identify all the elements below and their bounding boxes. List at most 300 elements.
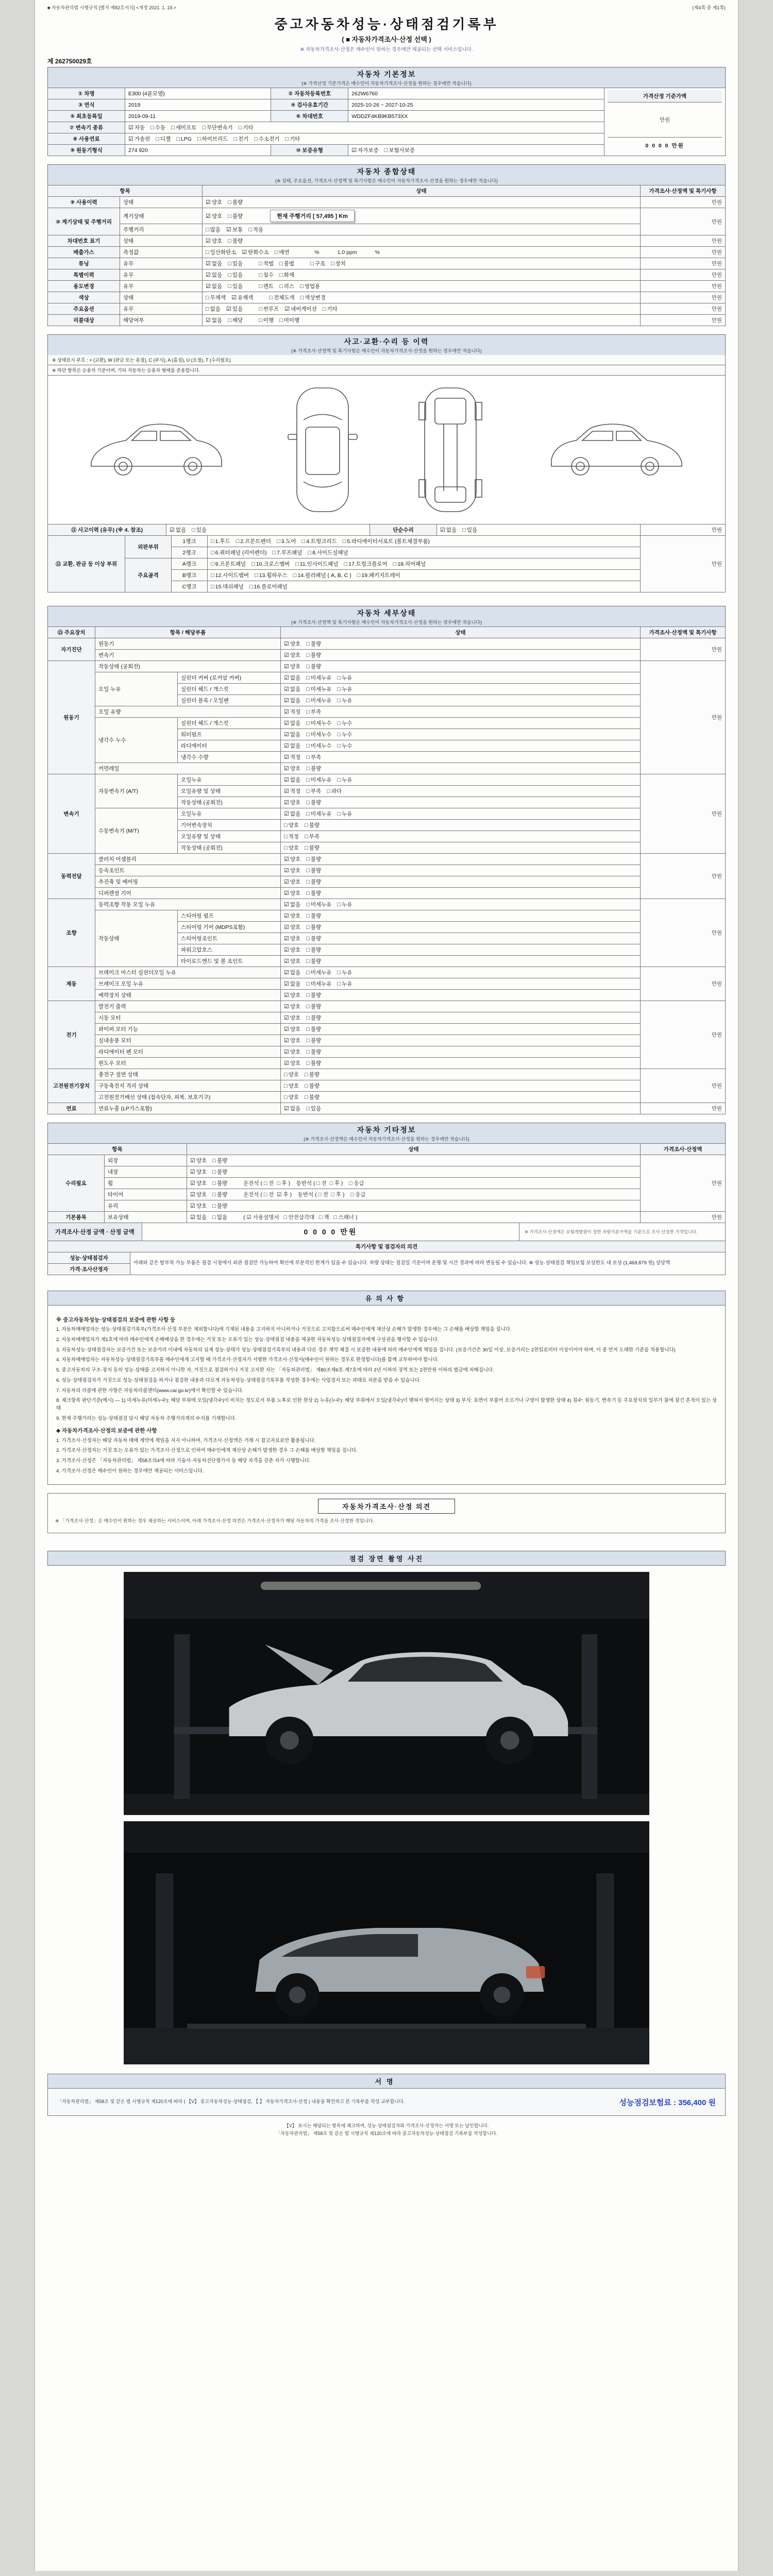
valuation-opinion-box	[47, 1493, 726, 1534]
checkbox-option[interactable]	[306, 685, 331, 693]
checkbox-option[interactable]	[306, 980, 331, 988]
checkbox-option[interactable]	[305, 821, 320, 829]
checkbox-option[interactable]	[284, 810, 300, 818]
detail-price-cell: 만원	[641, 638, 726, 661]
checkbox-label: 양호	[288, 845, 299, 851]
checkbox-option[interactable]	[197, 135, 228, 143]
detail-state-cell	[281, 672, 641, 684]
checkbox-option[interactable]	[206, 316, 222, 324]
checkbox-unchecked-icon: □	[306, 675, 310, 681]
detail-state-cell	[281, 990, 641, 1001]
checkbox-checked-icon: ☑	[284, 754, 289, 760]
checkbox-option[interactable]	[337, 674, 352, 682]
checkbox-unchecked-icon: □	[306, 1004, 310, 1010]
checkbox-option[interactable]	[295, 560, 338, 568]
checkbox-option[interactable]	[284, 1059, 300, 1067]
checkbox-option[interactable]	[279, 282, 294, 290]
checkbox-option[interactable]	[344, 560, 387, 568]
checkbox-option[interactable]	[306, 855, 321, 863]
checkbox-option[interactable]	[306, 912, 321, 920]
other-price-cell: 만원	[641, 1212, 726, 1223]
detail-condition-row	[48, 1001, 726, 1012]
checkbox-option[interactable]	[284, 969, 300, 976]
checkbox-option[interactable]	[284, 731, 300, 738]
checkbox-label: 양호	[290, 958, 301, 964]
checkbox-option[interactable]	[284, 787, 300, 795]
checkbox-option[interactable]	[202, 124, 232, 131]
checkbox-option[interactable]	[284, 305, 317, 313]
checkbox-unchecked-icon: □	[295, 561, 299, 567]
checkbox-label: 불량	[310, 652, 322, 658]
checkbox-unchecked-icon: □	[327, 788, 330, 794]
checkbox-option[interactable]	[284, 946, 300, 954]
checkbox-checked-icon: ☑	[226, 227, 231, 233]
car-diagram-underbody-view	[412, 383, 489, 517]
checkbox-option[interactable]	[190, 1168, 207, 1176]
checkbox-unchecked-icon: □	[337, 675, 341, 681]
checkbox-option[interactable]	[284, 697, 300, 704]
detail-part-label: 스티어링조인트	[178, 933, 281, 944]
checkbox-option[interactable]	[284, 674, 300, 682]
checkbox-option[interactable]	[228, 260, 243, 267]
checkbox-option[interactable]	[284, 1025, 300, 1033]
price-reference-cell	[604, 88, 726, 156]
detail-item-label: 추진축 및 베어링	[95, 876, 281, 888]
checkbox-option[interactable]	[251, 560, 290, 568]
checkbox-option[interactable]	[306, 708, 321, 716]
checkbox-option[interactable]	[300, 282, 320, 290]
checkbox-option[interactable]	[211, 560, 246, 568]
checkbox-option[interactable]	[284, 991, 300, 999]
checkbox-unchecked-icon: □	[306, 947, 310, 953]
checkbox-label: 세미오토	[175, 125, 197, 131]
checkbox-label: 16.플로어패널	[254, 584, 288, 590]
checkbox-label: 9.프론트패널	[215, 561, 246, 567]
checkbox-option[interactable]	[284, 742, 300, 750]
label-reg-no: ② 자동차등록번호	[271, 88, 348, 99]
checkbox-checked-icon: ☑	[284, 902, 289, 908]
checkbox-option[interactable]	[306, 946, 321, 954]
detail-state-cell	[281, 1080, 641, 1092]
checkbox-option[interactable]	[306, 957, 321, 965]
checkbox-option[interactable]	[228, 316, 243, 324]
checkbox-unchecked-icon: □	[254, 572, 258, 579]
checkbox-option[interactable]	[228, 271, 243, 279]
checkbox-option[interactable]	[337, 810, 352, 818]
other-info-row	[48, 1200, 726, 1212]
checkbox-option[interactable]	[284, 776, 300, 784]
checkbox-option[interactable]	[284, 1105, 300, 1112]
checkbox-label: 없음	[290, 902, 301, 908]
checkbox-option[interactable]	[171, 124, 196, 131]
checkbox-option[interactable]	[393, 560, 426, 568]
checkbox-option[interactable]	[254, 135, 279, 143]
checkbox-option[interactable]	[259, 260, 274, 267]
checkbox-option[interactable]	[279, 260, 294, 267]
checkbox-checked-icon: ☑	[170, 527, 175, 533]
checkbox-option[interactable]	[310, 260, 325, 267]
checkbox-option[interactable]	[242, 248, 268, 256]
checkbox-option[interactable]	[206, 260, 222, 267]
checkbox-option[interactable]	[233, 135, 248, 143]
checkbox-option[interactable]	[212, 1191, 227, 1198]
checkbox-label: 화재	[283, 272, 295, 278]
label-inspection-period: ④ 검사유효기간	[271, 99, 348, 111]
checkbox-option[interactable]	[306, 1037, 321, 1044]
checkbox-option[interactable]	[306, 1003, 321, 1010]
checkbox-option[interactable]	[192, 526, 207, 534]
checkbox-label: 누수	[342, 720, 352, 726]
other-extra-options[interactable]: ( ☑ 사용설명서 □ 안전삼각대 □ 잭 □ 스패너 )	[243, 1214, 358, 1221]
checkbox-unchecked-icon: □	[212, 1192, 216, 1198]
checkbox-option[interactable]	[284, 844, 299, 852]
checkbox-unchecked-icon: □	[284, 1072, 288, 1078]
checkbox-option[interactable]	[306, 810, 331, 818]
checkbox-option[interactable]	[284, 708, 300, 716]
checkbox-label: 불량	[232, 238, 243, 244]
checkbox-option[interactable]	[343, 537, 430, 545]
checkbox-option[interactable]	[337, 697, 352, 704]
checkbox-unchecked-icon: □	[330, 261, 334, 267]
accident-history-options	[166, 524, 370, 536]
checkbox-checked-icon: ☑	[226, 306, 231, 312]
accident-price-cell: 만원	[641, 524, 726, 536]
checkbox-option[interactable]	[305, 833, 320, 840]
checkbox-option[interactable]	[306, 742, 331, 750]
checkbox-label: 미세누유	[310, 777, 332, 783]
checkbox-option[interactable]	[337, 742, 352, 750]
checkbox-option[interactable]	[305, 1071, 320, 1078]
checkbox-option[interactable]	[190, 1202, 207, 1210]
checkbox-option[interactable]	[284, 912, 300, 920]
detail-state-cell	[281, 740, 641, 752]
checkbox-option[interactable]	[212, 1179, 227, 1187]
checkbox-option[interactable]	[306, 663, 321, 670]
checkbox-option[interactable]	[228, 198, 243, 206]
checkbox-option[interactable]	[306, 776, 331, 784]
checkbox-option[interactable]	[306, 889, 321, 897]
checkbox-option[interactable]	[228, 212, 243, 220]
checkbox-checked-icon: ☑	[284, 1060, 289, 1066]
checkbox-option[interactable]	[284, 833, 299, 840]
checkbox-option[interactable]	[259, 282, 274, 290]
checkbox-option[interactable]	[306, 1048, 321, 1056]
checkbox-label: 양호	[290, 936, 301, 942]
checkbox-checked-icon: ☑	[206, 238, 211, 244]
checkbox-option[interactable]	[337, 980, 352, 988]
checkbox-option[interactable]	[306, 923, 321, 931]
checkbox-label: 색상변경	[305, 295, 326, 301]
checkbox-option[interactable]	[284, 957, 300, 965]
checkbox-option[interactable]	[293, 571, 351, 579]
checkbox-option[interactable]	[279, 271, 294, 279]
checkbox-option[interactable]	[284, 640, 300, 648]
checkbox-label: 없음	[290, 811, 301, 817]
checkbox-option[interactable]	[226, 305, 243, 313]
device-group-label: 원동기	[48, 661, 95, 774]
checkbox-unchecked-icon: □	[211, 561, 214, 567]
checkbox-option[interactable]	[284, 765, 300, 772]
checkbox-option[interactable]	[206, 248, 236, 256]
checkbox-option[interactable]	[206, 294, 226, 301]
checkbox-option[interactable]	[284, 821, 299, 829]
checkbox-option[interactable]	[306, 674, 331, 682]
checkbox-option[interactable]	[305, 1093, 320, 1101]
checkbox-option[interactable]	[351, 146, 378, 154]
checkbox-option[interactable]	[305, 1082, 320, 1090]
checkbox-unchecked-icon: □	[337, 902, 341, 908]
inspector-opinion-table	[47, 1241, 726, 1275]
checkbox-option[interactable]	[206, 212, 222, 220]
checkbox-label: 적정	[290, 788, 301, 794]
detail-part-label: 라디에이터	[178, 740, 281, 752]
checkbox-option[interactable]	[306, 765, 321, 772]
checkbox-option[interactable]	[259, 271, 274, 279]
checkbox-label: 11.인사이드패널	[299, 561, 339, 567]
other-extra-options[interactable]: 운전석 ( □ 전 □ 후 ) 동반석 ( □ 전 □ 후 ) □ 응급	[243, 1180, 364, 1187]
checkbox-label: 불량	[310, 913, 322, 919]
checkbox-option[interactable]	[284, 1048, 300, 1056]
checkbox-checked-icon: ☑	[284, 766, 289, 772]
checkbox-option[interactable]	[302, 537, 337, 545]
checkbox-label: 자가보증	[358, 147, 379, 154]
checkbox-option[interactable]	[284, 1003, 300, 1010]
checkbox-option[interactable]	[337, 731, 352, 738]
checkbox-option[interactable]	[306, 878, 321, 886]
checkbox-unchecked-icon: □	[337, 811, 341, 817]
checkbox-option[interactable]	[269, 294, 294, 301]
detail-condition-row	[48, 978, 726, 990]
checkbox-option[interactable]	[206, 226, 221, 233]
checkbox-option[interactable]	[337, 901, 352, 908]
checkbox-option[interactable]	[211, 549, 266, 556]
detail-col-state: 상태	[281, 627, 641, 638]
checkbox-option[interactable]	[277, 537, 296, 545]
checkbox-option[interactable]	[150, 124, 165, 131]
checkbox-unchecked-icon: □	[304, 822, 308, 828]
checkbox-option[interactable]	[236, 537, 271, 545]
section-other-info	[47, 1123, 726, 1275]
checkbox-option[interactable]	[255, 571, 288, 579]
checkbox-option[interactable]	[306, 935, 321, 942]
checkbox-option[interactable]	[170, 526, 186, 534]
checkbox-option[interactable]	[284, 685, 300, 693]
checkbox-label: 불량	[309, 1072, 320, 1078]
checkbox-option[interactable]	[128, 124, 145, 131]
checkbox-unchecked-icon: □	[357, 572, 361, 579]
checkbox-option[interactable]	[279, 316, 299, 324]
detail-col-price: 가격조사·산정액 및 특기사항	[641, 627, 726, 638]
detail-condition-row	[48, 865, 726, 876]
checkbox-option[interactable]	[231, 294, 253, 301]
checkbox-label: 미세누유	[310, 675, 332, 681]
detail-part-label: 냉각수 수량	[178, 752, 281, 763]
checkbox-option[interactable]	[228, 237, 243, 245]
checkbox-unchecked-icon: □	[337, 743, 341, 749]
checkbox-unchecked-icon: □	[304, 1083, 308, 1089]
law-reference: ■ 자동차관리법 시행규칙 [별지 제82호서식] <개정 2021. 1. 19.>	[47, 5, 176, 10]
checkbox-option[interactable]	[190, 1157, 207, 1164]
checkbox-option[interactable]	[284, 719, 300, 727]
checkbox-option[interactable]	[212, 1213, 227, 1221]
checkbox-option[interactable]	[284, 1014, 300, 1022]
overall-sub-item: 유무	[120, 303, 203, 315]
checkbox-option[interactable]	[226, 226, 243, 233]
checkbox-option[interactable]	[190, 1179, 207, 1187]
signature-body	[48, 2089, 725, 2115]
checkbox-option[interactable]	[306, 991, 321, 999]
checkbox-option[interactable]	[285, 135, 300, 143]
checkbox-option[interactable]	[275, 248, 290, 256]
checkbox-option[interactable]	[284, 935, 300, 942]
checkbox-label: 불량	[216, 1158, 228, 1164]
checkbox-option[interactable]	[306, 651, 321, 659]
checkbox-option[interactable]	[284, 878, 300, 886]
overall-condition-row	[48, 281, 726, 292]
detail-state-cell	[281, 763, 641, 774]
checkbox-unchecked-icon: □	[306, 924, 310, 930]
checkbox-option[interactable]	[284, 1093, 299, 1101]
checkbox-option[interactable]	[306, 697, 331, 704]
checkbox-unchecked-icon: □	[206, 295, 209, 301]
detail-state-cell	[281, 1012, 641, 1024]
checkbox-option[interactable]	[259, 316, 274, 324]
checkbox-option[interactable]	[212, 1202, 227, 1210]
checkbox-option[interactable]	[206, 198, 222, 206]
checkbox-option[interactable]	[248, 226, 263, 233]
checkbox-option[interactable]	[284, 663, 300, 670]
checkbox-option[interactable]	[306, 787, 321, 795]
checkbox-option[interactable]	[228, 282, 243, 290]
detail-part-label: 파워고압호스	[178, 944, 281, 956]
checkbox-option[interactable]	[206, 237, 222, 245]
checkbox-option[interactable]	[284, 1037, 300, 1044]
checkbox-option[interactable]	[284, 799, 300, 806]
checkbox-option[interactable]	[337, 776, 352, 784]
checkbox-option[interactable]	[206, 305, 221, 313]
title-block	[47, 14, 726, 53]
checkbox-option[interactable]	[306, 1025, 321, 1033]
other-info-row	[48, 1212, 726, 1223]
checkbox-option[interactable]	[212, 1168, 227, 1176]
checkbox-option[interactable]	[300, 294, 326, 301]
checkbox-option[interactable]	[284, 889, 300, 897]
checkbox-option[interactable]	[305, 844, 320, 852]
checkbox-option[interactable]	[306, 731, 331, 738]
checkbox-option[interactable]	[272, 549, 302, 556]
detail-state-cell	[281, 1103, 641, 1114]
checkbox-option[interactable]	[190, 1213, 207, 1221]
value-vin: WDDZF4KB9KB573XX	[348, 111, 604, 122]
checkbox-option[interactable]	[337, 685, 352, 693]
detail-state-cell	[281, 1001, 641, 1012]
checkbox-option[interactable]	[306, 719, 331, 727]
checkbox-option[interactable]	[249, 583, 288, 590]
overall-state-cell	[203, 315, 641, 326]
checkbox-option[interactable]	[384, 146, 415, 154]
label-transmission: ⑦ 변속기 종류	[48, 122, 125, 133]
checkbox-option[interactable]	[357, 571, 400, 579]
checkbox-option[interactable]	[284, 923, 300, 931]
checkbox-option[interactable]	[206, 282, 222, 290]
checkbox-option[interactable]	[259, 305, 279, 313]
checkbox-unchecked-icon: □	[259, 306, 262, 312]
other-info-row	[48, 1166, 726, 1178]
checkbox-label: 이행	[263, 317, 274, 324]
checkbox-option[interactable]	[284, 651, 300, 659]
checkbox-option[interactable]	[440, 526, 457, 534]
checkbox-option[interactable]	[206, 271, 222, 279]
detail-item-label: 실내송풍 모터	[95, 1035, 281, 1046]
inspector-opinion-text: 아래와 같은 탈부착 가능 부품은 점검 시점에서 외관 점검만 가능하여 확인에 부분적인 한계가 있을 수 있습니다. 차량 상태는 점검일 기준이며 운행 및 시간 경과에 따라 변동될 수 있습니다. ※ 성능·상태점검 책임보험 보상한도 내 보상 (1,469,879 원) 상당액	[130, 1252, 726, 1275]
detail-condition-row	[48, 1058, 726, 1069]
overall-item-label: 리콜대상	[48, 315, 120, 326]
checkbox-label: 미이행	[283, 317, 300, 324]
checkbox-option[interactable]	[306, 1059, 321, 1067]
checkbox-unchecked-icon: □	[306, 856, 310, 862]
checkbox-option[interactable]	[211, 583, 244, 590]
checkbox-label: 양호	[196, 1158, 207, 1164]
checkbox-option[interactable]	[306, 901, 331, 908]
checkbox-label: 양호	[290, 800, 301, 806]
checkbox-option[interactable]	[337, 719, 352, 727]
checkbox-option[interactable]	[306, 799, 321, 806]
checkbox-option[interactable]	[212, 1157, 227, 1164]
checkbox-option[interactable]	[284, 1082, 299, 1090]
checkbox-option[interactable]	[176, 136, 192, 142]
checkbox-option[interactable]	[284, 1071, 299, 1078]
checkbox-option[interactable]	[284, 855, 300, 863]
checkbox-option[interactable]	[308, 549, 348, 556]
checkbox-option[interactable]	[337, 969, 352, 976]
checkbox-option[interactable]	[462, 526, 477, 534]
checkbox-option[interactable]	[306, 753, 321, 761]
checkbox-option[interactable]	[284, 980, 300, 988]
checkbox-unchecked-icon: □	[236, 538, 240, 545]
checkbox-option[interactable]	[306, 1105, 321, 1112]
checkbox-option[interactable]	[306, 1014, 321, 1022]
other-extra-options[interactable]: 운전석 ( □ 전 ☑ 후 ) 동반석 ( □ 전 □ 후 ) □ 응급	[243, 1192, 366, 1198]
checkbox-unchecked-icon: □	[211, 584, 214, 590]
checkbox-option[interactable]	[239, 124, 254, 131]
checkbox-option[interactable]	[306, 867, 321, 874]
checkbox-option[interactable]	[331, 260, 346, 267]
checkbox-label: 3.도어	[281, 538, 296, 545]
checkbox-option[interactable]	[211, 571, 249, 579]
checkbox-option[interactable]	[323, 305, 338, 313]
overall-price-cell: 만원	[641, 281, 726, 292]
checkbox-unchecked-icon: □	[304, 1094, 308, 1100]
checkbox-option[interactable]	[211, 537, 230, 545]
checkbox-unchecked-icon: □	[306, 970, 310, 976]
checkbox-option[interactable]	[190, 1191, 207, 1198]
checkbox-option[interactable]	[327, 787, 342, 795]
checkbox-label: 불량	[310, 924, 322, 930]
checkbox-option[interactable]	[284, 901, 300, 908]
checkbox-label: 없음	[290, 686, 301, 692]
price-ref-label: 가격산정 기준가액	[608, 90, 722, 103]
checkbox-option[interactable]	[306, 969, 331, 976]
overall-price-cell: 만원	[641, 315, 726, 326]
valuation-opinion-note: ※ 「가격조사·산정」은 매수인이 원하는 경우 제공하는 서비스이며, 아래 가격조사·산정 의견은 가격조사·산정자가 해당 자동차의 가격을 조사·산정한 것입니다.	[55, 1518, 375, 1523]
checkbox-option[interactable]	[284, 867, 300, 874]
checkbox-label: 보통	[232, 227, 243, 233]
checkbox-option[interactable]	[284, 753, 300, 761]
checkbox-option[interactable]	[128, 135, 150, 143]
checkbox-option[interactable]	[306, 640, 321, 648]
checkbox-option[interactable]	[156, 135, 171, 143]
checkbox-label: 양호	[196, 1180, 207, 1187]
